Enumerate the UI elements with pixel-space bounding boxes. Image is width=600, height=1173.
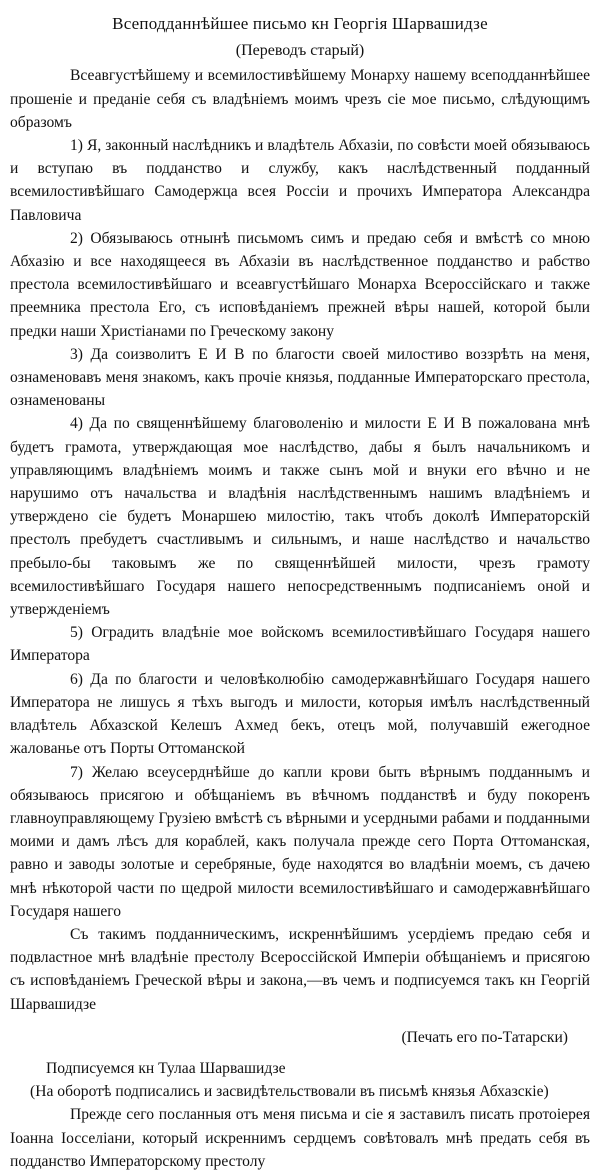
closing-paragraph: Прежде сего посланныя отъ меня письма и сіе я заставилъ писать протоіерея Іоанна Іосселіани, который искреннимъ сердцемъ совѣтовалъ мнѣ предать себя въ подданство Императорскому престолу	[10, 1106, 590, 1170]
paragraph-item-7: 7) Желаю всеусерднѣйше до капли крови быть вѣрнымъ подданнымъ и обязываюсь присягою и обѣщаніемъ въ вѣчномъ подданствѣ и буду покоренъ главноуправляющему Грузіею вмѣстѣ съ вѣрными и усердными рабами и подданными моими и дамъ лѣсъ для кораблей, какъ получала прежде сего Порта Оттоманская, равно и заводы золотые и серебряные, буде находятся во владѣніи моемъ, съ дачею мнѣ нѣкоторой части по щедрой милости всемилостивѣйшаго и самодержавнѣйшаго Государя нашего	[10, 763, 590, 920]
paragraph-item-2: 2) Обязываюсь отнынѣ письмомъ симъ и предаю себя и вмѣстѣ со мною Абхазію и все находящееся въ Абхазіи въ наслѣдственное подданство и рабство престола всемилостивѣйшаго и всеавгустѣйшаго Монарха Всероссійскаго и также преемника престола Его, съ исповѣданіемъ прежней вѣры нашей, которой были предки наши Христіанами по Греческому закону	[10, 229, 590, 340]
document-subtitle: (Переводъ старый)	[235, 42, 365, 60]
reverse-note: (На оборотѣ подписались и засвидѣтельствовали въ письмѣ князья Абхазскіе)	[30, 1083, 549, 1101]
paragraph-item-1: 1) Я, законный наслѣдникъ и владѣтель Абхазіи, по совѣсти моей обязываюсь и вступаю въ подданство и службу, какъ наслѣдственный подданный всемилостивѣйшаго Самодержца всея Россіи и прочихъ Императора Александра Павловича	[10, 137, 590, 224]
document-title: Всеподданнѣйшее письмо кн Георгія Шарвашидзе	[112, 14, 488, 33]
paragraph-intro: Всеавгустѣйшему и всемилостивѣйшему Монарху нашему всеподданнѣйшее прошеніе и преданіе себя съ владѣніемъ моимъ чрезъ сіе мое письмо, слѣдующимъ образомъ	[10, 67, 590, 131]
seal-note: (Печать его по-Татарски)	[401, 1028, 568, 1046]
paragraph-item-4: 4) Да по священнѣйшему благоволенію и милости Е И В пожалована мнѣ будетъ грамота, утверждающая мое наслѣдство, дабы я былъ начальникомъ и управляющимъ владѣніемъ моимъ и также сынъ мой и внуки его вѣчно и не нарушимо отъ начальства и владѣнія наслѣдственнымъ нашимъ владѣніемъ и утверждено сіе будетъ Монаршею милостію, такъ чтобъ доколѣ Императорскій престолъ пребудетъ счастливымъ и сильнымъ, и наше наслѣдство и начальство пребыло-бы таковымъ же по священнѣйшей милости, чрезъ грамоту всемилостивѣйшаго Государя нашего непосредственнымъ подписаніемъ оной и утвержденіемъ	[10, 415, 590, 619]
paragraph-item-5: 5) Оградить владѣніе мое войскомъ всемилостивѣйшаго Государя нашего Императора	[10, 624, 590, 665]
paragraph-item-6: 6) Да по благости и человѣколюбію самодержавнѣйшаго Государя нашего Императора не лишусь я тѣхъ выгодъ и милости, которыя имѣлъ наслѣдственный владѣтель Абхазской Келешъ Ахмед бекъ, отецъ мой, получавшій ежегодное жалованье отъ Порты Оттоманской	[10, 670, 590, 758]
paragraph-conclusion: Съ такимъ подданническимъ, искреннѣйшимъ усердіемъ предаю себя и подвластное мнѣ владѣніе престолу Всероссійской Имперіи обѣщаніемъ и присягою съ исповѣданіемъ Греческой вѣры и закона,—въ чемъ и подписуемся такъ кн Георгій Шарвашидзе	[10, 925, 590, 1013]
signature-line: Подписуемся кн Тулаа Шарвашидзе	[46, 1059, 286, 1077]
paragraph-item-3: 3) Да соизволитъ Е И В по благости своей милостиво воззрѣть на меня, ознаменовавъ меня знакомъ, какъ прочіе князья, подданные Императорскаго престола, ознаменованы	[10, 345, 590, 410]
